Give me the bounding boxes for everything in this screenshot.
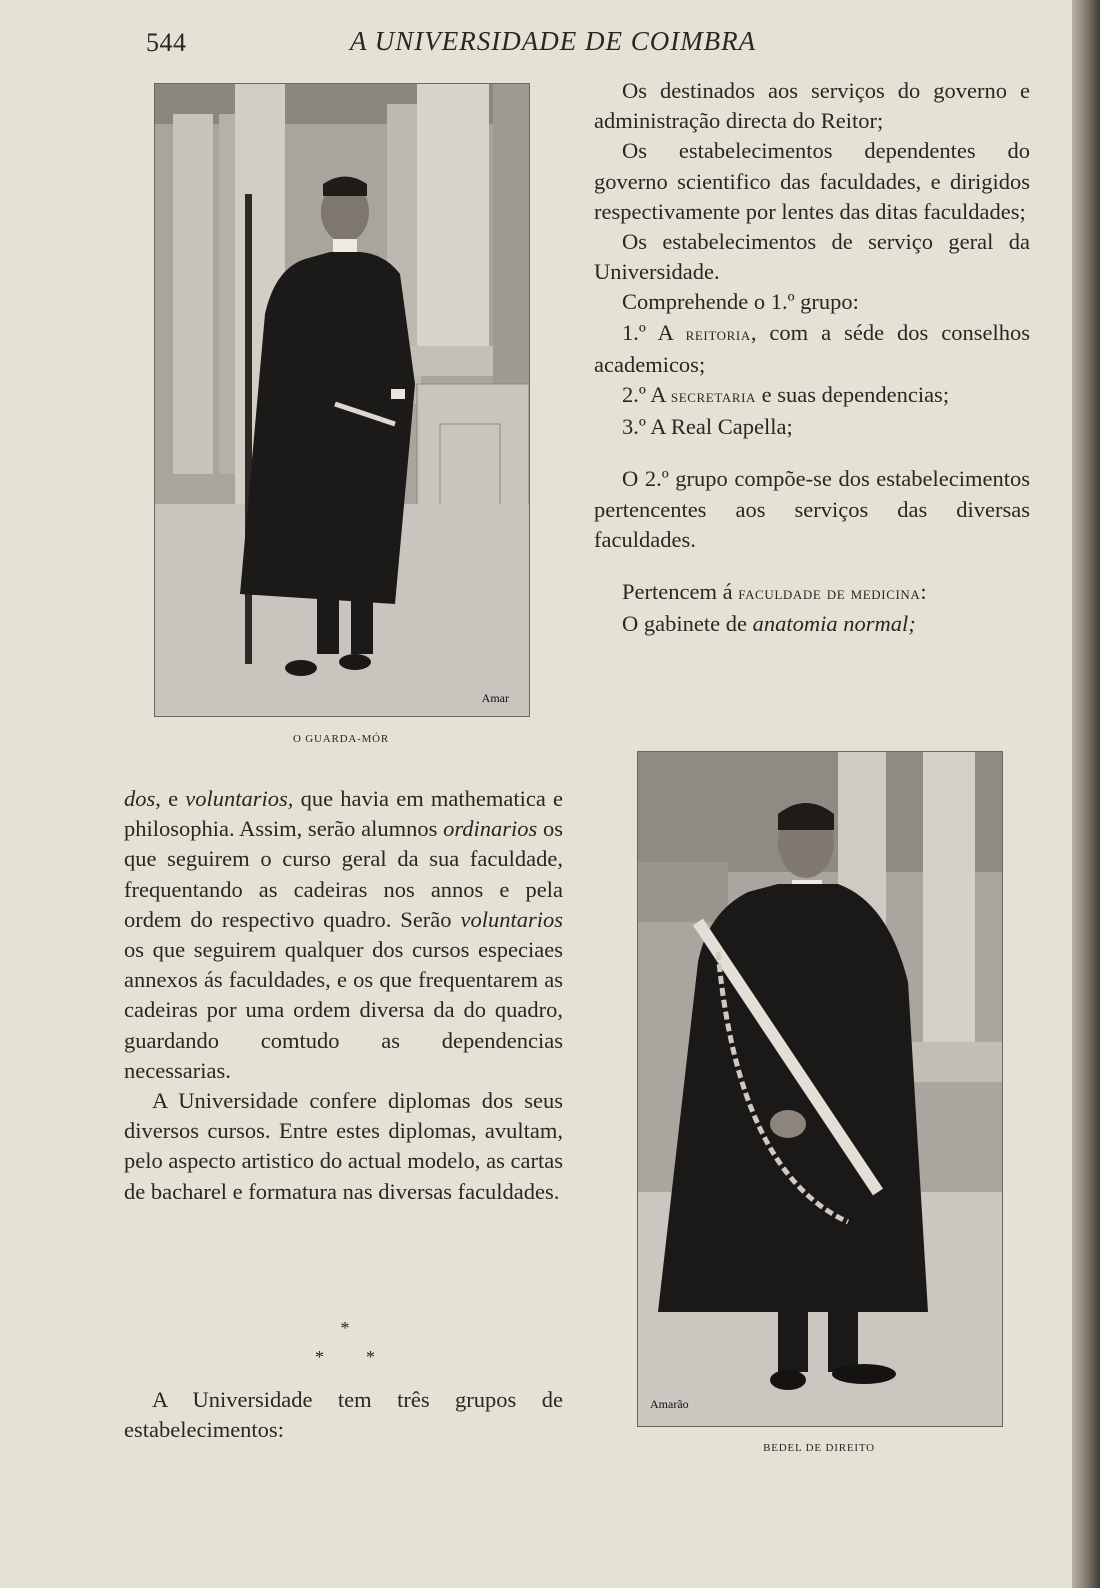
photo-signature: Amarão xyxy=(650,1397,689,1411)
photo-guarda-mor xyxy=(154,83,530,717)
paragraph: Pertencem á faculdade de medicina: xyxy=(622,579,927,605)
paragraph: A Universidade tem três grupos de estabelecimentos: xyxy=(124,1387,563,1443)
section-break xyxy=(300,1318,390,1368)
book-gutter xyxy=(1072,0,1100,1588)
asterisk: * xyxy=(366,1347,375,1367)
asterisk: * xyxy=(340,1318,350,1338)
list-item: 3.º A Real Capella; xyxy=(622,414,793,440)
list-item: 2.º A secretaria e suas dependencias; xyxy=(622,382,950,408)
photo-bedel xyxy=(637,751,1003,1427)
right-column-text xyxy=(594,76,1030,639)
running-head: A UNIVERSIDADE DE COIMBRA xyxy=(350,26,757,56)
page-number: 544 xyxy=(146,28,187,57)
caption-bedel: BEDEL DE DIREITO xyxy=(763,1442,875,1454)
asterisk: * xyxy=(315,1347,324,1367)
paragraph: Os estabelecimentos de serviço geral da Universidade. xyxy=(594,229,1030,285)
photo-signature: Amar xyxy=(481,691,509,705)
paragraph: Os destinados aos serviços do governo e administração directa do Reitor; xyxy=(594,78,1030,134)
caption-guarda-mor: O GUARDA-MÓR xyxy=(292,733,390,745)
bedel-illustration xyxy=(638,752,1002,1426)
paragraph: dos, e voluntarios, que havia em mathematica e philosophia. Assim, serão alumnos ordinarios os que seguirem o curso geral da sua faculdade, frequentando as cadeiras nos annos e pela ordem do respectivo quadro. Serão voluntarios os que seguirem qualquer dos cursos especiaes annexos ás faculdades, e os que frequentarem as cadeiras por uma ordem diversa da do quadro, guardando comtudo as dependencias necessarias. xyxy=(124,786,564,1083)
guarda-mor-illustration xyxy=(155,84,529,716)
page-header xyxy=(140,24,1000,64)
paragraph: Comprehende o 1.º grupo: xyxy=(622,289,859,315)
left-column-text-end xyxy=(124,1385,563,1445)
left-column-text xyxy=(124,784,563,1207)
paragraph: O 2.º grupo compõe-se dos estabelecimentos pertencentes aos serviços das diversas faculdades. xyxy=(594,466,1030,552)
list-item: 1.º A reitoria, com a séde dos conselhos academicos; xyxy=(594,319,1030,377)
paragraph: O gabinete de anatomia normal; xyxy=(622,611,916,637)
paragraph: A Universidade confere diplomas dos seus diversos cursos. Entre estes diplomas, avultam, pelo aspecto artistico do actual modelo, as cartas de bacharel e formatura nas diversas faculdades. xyxy=(124,1088,563,1204)
paragraph: Os estabelecimentos dependentes do governo scientifico das faculdades, e dirigidos respectivamente por lentes das ditas faculdades; xyxy=(594,138,1030,224)
